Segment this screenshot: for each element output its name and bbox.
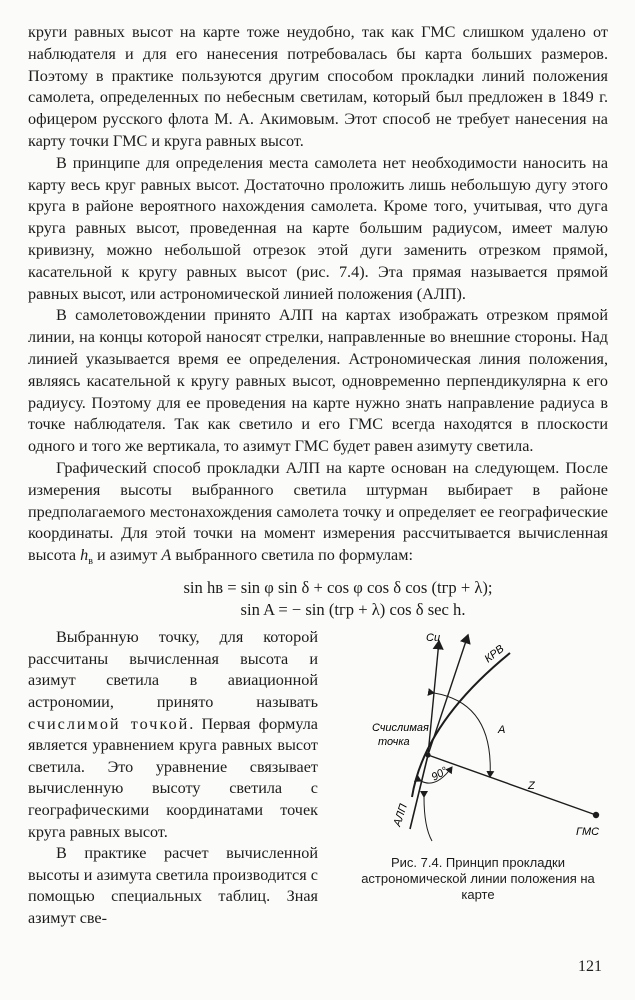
figure-7-4 [328, 627, 608, 927]
formula-2: sin A = − sin (tгр + λ) cos δ sec h. [240, 600, 466, 620]
z-line [428, 755, 596, 815]
label-a: A [498, 724, 506, 737]
gms-point [593, 812, 599, 818]
formula-1: sin hв = sin φ sin δ + cos φ cos δ cos (tгр + λ); [183, 578, 493, 598]
left-column [28, 627, 318, 929]
label-point-2: точка [378, 736, 410, 749]
alp-arrow-arc [424, 797, 432, 841]
label-angle: 90° [429, 765, 450, 784]
label-north: Cи [426, 632, 441, 645]
term-schislimaya: счислимой точкой [28, 714, 190, 733]
formulas [28, 577, 608, 621]
label-z: Z [528, 780, 535, 793]
paragraph-5-b: . Первая формула является уравнением круга равных высот светила. Это уравнение связывает вычисленную высоту светила с географическими координатами точек круга равных высот. [28, 714, 318, 841]
paragraph-4 [28, 458, 608, 573]
page-number: 121 [578, 958, 602, 975]
paragraph-4-tail: выбранного светила по формулам: [171, 546, 413, 565]
paragraph-1: круги равных высот на карте тоже неудобно, так как ГМС слишком удалено от наблюдателя и для его нанесения потребовалась бы карта больших размеров. Поэтому в практике пользуются другим способом прокладки линий положения самолета, определенных по небесным светилам, который был предложен в 1849 г. офицером русского флота М. А. Акимовым. Этот способ не требует нанесения на карту точки ГМС и круга равных высот. [28, 23, 608, 150]
label-alp: АЛП [391, 802, 410, 829]
paragraph-6: В практике расчет вычисленной высоты и азимута светила производится с помощью специальных таблиц. Зная азимут све- [28, 844, 318, 927]
label-krv: КРВ [482, 643, 507, 666]
paragraph-4-mid: и азимут [92, 546, 162, 565]
paragraph-5-a: Выбранную точку, для которой рассчитаны вычисленная высота и азимут светила в авиационной астрономии, принято называть [28, 628, 318, 711]
figure-diagram [328, 627, 608, 855]
label-point-1: Счислимая [372, 722, 429, 735]
paragraph-4-text: Графический способ прокладки АЛП на карте основан на следующем. После измерения высоты выбранного светила штурман выбирает в районе предполагаемого местонахождения самолета точку и определяет ее географические координаты. Для этой точки на момент измерения рассчитывается вычисленная высота [28, 458, 608, 565]
h-symbol: h [80, 546, 89, 565]
h-subscript: в [88, 556, 93, 568]
figure-section [28, 627, 608, 927]
label-gms: ГМС [576, 826, 600, 839]
figure-caption: Рис. 7.4. Принцип прокладки астрономической линии положения на карте [361, 855, 595, 903]
paragraph-5 [28, 627, 318, 843]
computed-point [425, 753, 430, 758]
paragraph-2: В принципе для определения места самолета нет необходимости наносить на карту весь круг равных высот. Достаточно проложить лишь небольшую дугу этого круга в районе вероятного нахождения самолета. Кроме того, учитывая, что дуга круга равных высот, проведенная на карте большим радиусом, имеет малую кривизну, можно небольшой отрезок этой дуги заменить отрезком прямой, касательной к кругу равных высот (рис. 7.4). Эта прямая называется прямой равных высот, или астрономической линией положения (АЛП). [28, 153, 608, 303]
a-symbol: A [161, 546, 172, 565]
azimuth-arc [434, 693, 490, 777]
page-body [28, 22, 608, 927]
paragraph-3: В самолетовождении принято АЛП на картах изображать отрезком прямой линии, на концы которой наносят стрелки, направленные во внешние стороны. Над линией указывается время ее определения. Астрономическая линия положения, являясь касательной к кругу равных высот, одновременно перпендикулярна к его радиусу. Поэтому для ее проведения на карте нужно знать направление радиуса в точке наблюдателя. Так как светило и его ГМС всегда находятся в плоскости одного и того же вертикала, то азимут ГМС будет равен азимуту светила. [28, 306, 608, 456]
